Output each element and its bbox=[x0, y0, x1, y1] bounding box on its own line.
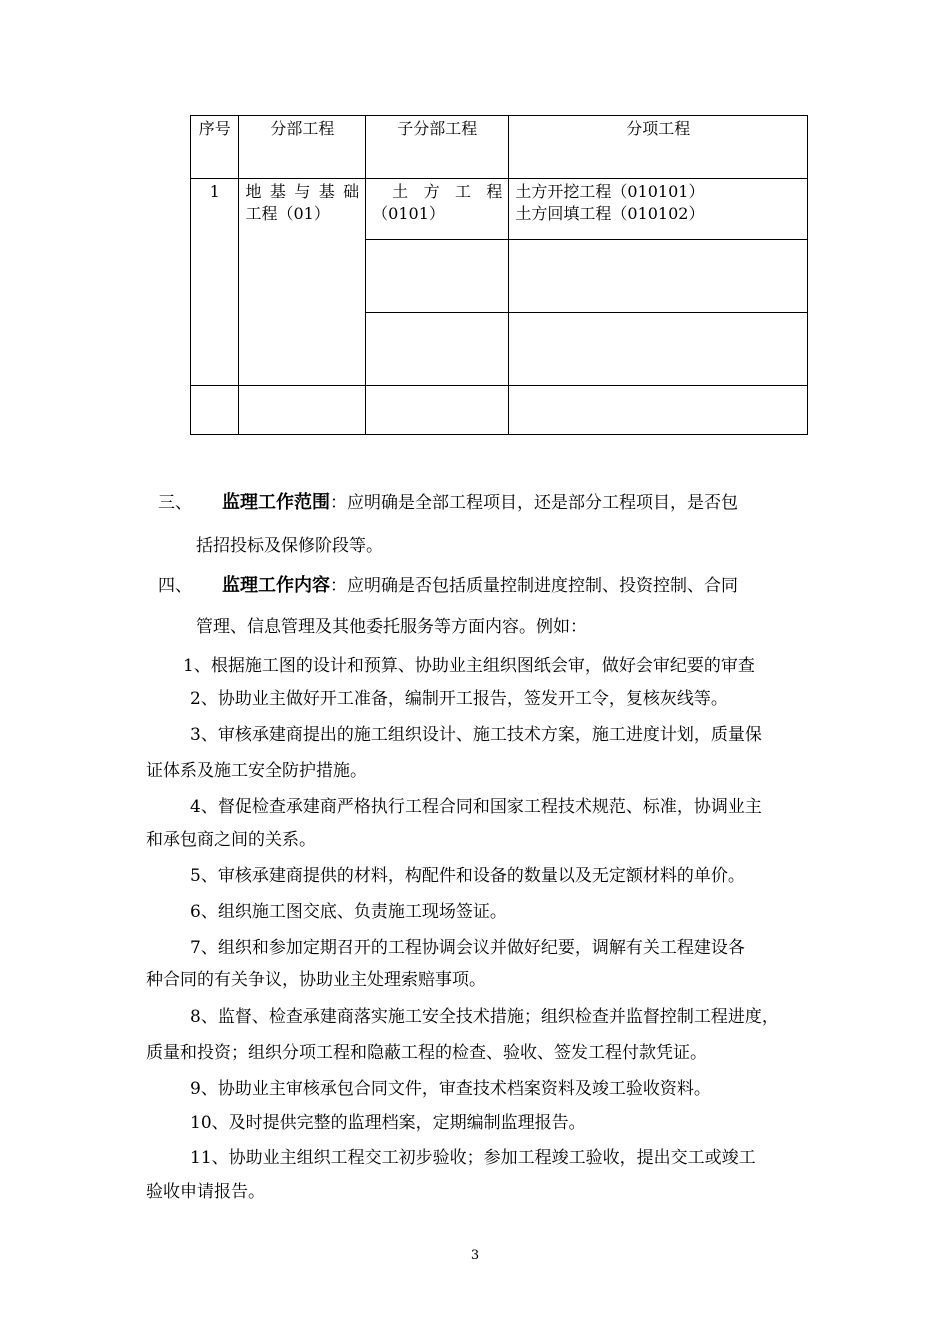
empty-cell bbox=[366, 240, 509, 313]
table-row bbox=[191, 179, 808, 240]
section4-line2: 管理、信息管理及其他委托服务等方面内容。例如： bbox=[196, 617, 587, 637]
cell-division bbox=[239, 179, 366, 386]
division-line2: 工程（01） bbox=[245, 204, 330, 223]
header-item: 分项工程 bbox=[509, 116, 808, 179]
list-item: 11、协助业主组织工程交工初步验收；参加工程竣工验收，提出交工或竣工 bbox=[190, 1148, 756, 1168]
table-header-row bbox=[191, 116, 808, 179]
header-division: 分部工程 bbox=[239, 116, 366, 179]
list-item: 质量和投资；组织分项工程和隐蔽工程的检查、验收、签发工程付款凭证。 bbox=[146, 1043, 707, 1063]
cell-subdivision bbox=[366, 179, 509, 240]
list-item: 1、根据施工图的设计和预算、协助业主组织图纸会审，做好会审纪要的审查 bbox=[183, 656, 755, 676]
list-item: 8、监督、检查承建商落实施工安全技术措施；组织检查并监督控制工程进度， bbox=[190, 1007, 779, 1027]
list-item: 5、审核承建商提供的材料，构配件和设备的数量以及无定额材料的单价。 bbox=[190, 866, 745, 886]
empty-cell bbox=[509, 313, 808, 386]
list-item: 种合同的有关争议，协助业主处理索赔事项。 bbox=[146, 970, 486, 990]
empty-cell bbox=[366, 386, 509, 435]
section3-text1: ：应明确是全部工程项目，还是部分工程项目，是否包 bbox=[330, 493, 738, 513]
empty-cell bbox=[191, 386, 239, 435]
section3-line1 bbox=[158, 491, 738, 515]
list-item: 和承包商之间的关系。 bbox=[146, 830, 316, 850]
list-item: 4、督促检查承建商严格执行工程合同和国家工程技术规范、标准，协调业主 bbox=[190, 797, 762, 817]
project-division-table bbox=[190, 115, 808, 435]
list-item: 9、协助业主审核承包合同文件，审查技术档案资料及竣工验收资料。 bbox=[190, 1079, 711, 1099]
empty-cell bbox=[239, 386, 366, 435]
list-item: 10、及时提供完整的监理档案，定期编制监理报告。 bbox=[190, 1113, 586, 1133]
cell-serial: 1 bbox=[191, 179, 239, 386]
section4-title: 监理工作内容 bbox=[222, 575, 330, 596]
page-number: 3 bbox=[470, 1248, 480, 1263]
list-item: 验收申请报告。 bbox=[146, 1182, 265, 1202]
list-item: 证体系及施工安全防护措施。 bbox=[146, 761, 367, 781]
table-row bbox=[191, 386, 808, 435]
item-line1: 土方开挖工程（010101） bbox=[515, 182, 705, 201]
section3-number: 三、 bbox=[158, 493, 192, 513]
empty-cell bbox=[509, 386, 808, 435]
empty-cell bbox=[366, 313, 509, 386]
subdivision-line2: （0101） bbox=[372, 204, 445, 223]
division-line1: 地基与基础 bbox=[245, 182, 360, 201]
section3-title: 监理工作范围 bbox=[222, 492, 330, 513]
list-item: 7、组织和参加定期召开的工程协调会议并做好纪要，调解有关工程建设各 bbox=[190, 938, 745, 958]
list-item: 2、协助业主做好开工准备，编制开工报告，签发开工令，复核灰线等。 bbox=[190, 689, 728, 709]
section3-line2: 括招投标及保修阶段等。 bbox=[196, 536, 383, 556]
section4-number: 四、 bbox=[158, 576, 192, 596]
subdivision-line1: 土方工程 bbox=[392, 182, 503, 201]
header-subdivision: 子分部工程 bbox=[366, 116, 509, 179]
cell-items bbox=[509, 179, 808, 240]
item-line2: 土方回填工程（010102） bbox=[515, 204, 705, 223]
header-serial: 序号 bbox=[191, 116, 239, 179]
list-item: 3、审核承建商提出的施工组织设计、施工技术方案，施工进度计划，质量保 bbox=[190, 725, 762, 745]
section4-text1: ：应明确是否包括质量控制进度控制、投资控制、合同 bbox=[330, 576, 738, 596]
empty-cell bbox=[509, 240, 808, 313]
section4-line1 bbox=[158, 574, 738, 598]
list-item: 6、组织施工图交底、负责施工现场签证。 bbox=[190, 902, 507, 922]
